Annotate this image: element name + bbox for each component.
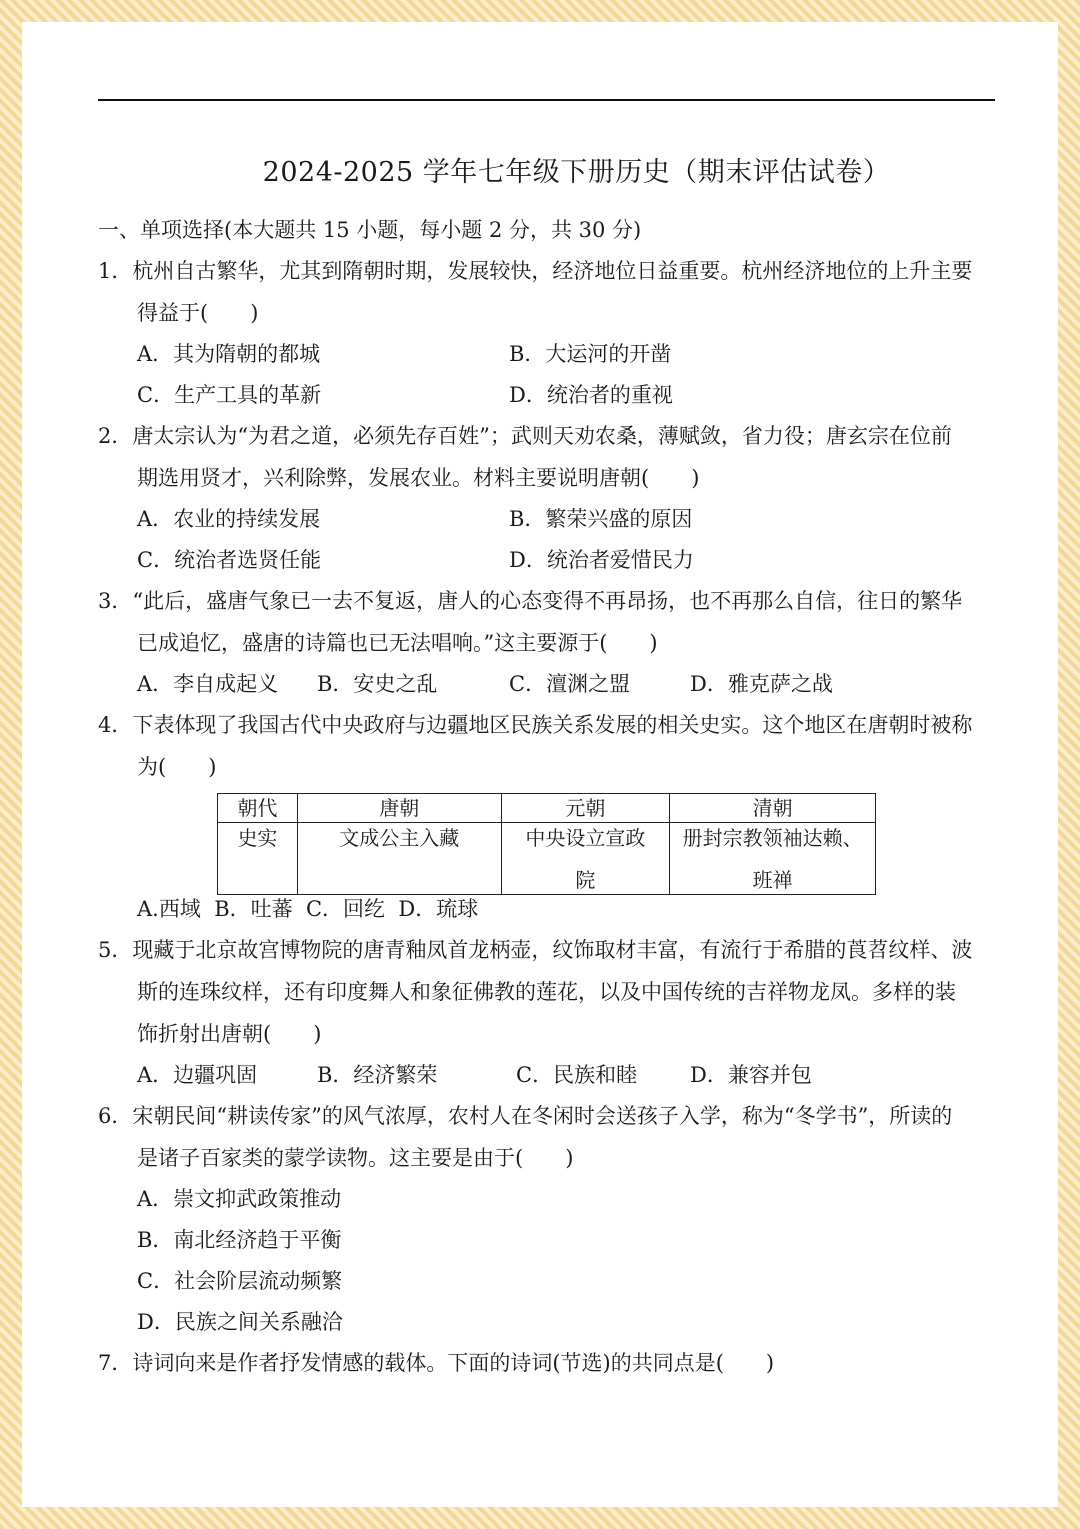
question-5-stem-cont: 饰折射出唐朝( ) xyxy=(137,1022,322,1046)
question-3-option-a: A．李自成起义 xyxy=(137,672,279,696)
question-3-option-d: D．雅克萨之战 xyxy=(690,672,833,696)
history-table xyxy=(217,793,876,895)
table-row-label: 史实 xyxy=(218,823,298,895)
exam-title: 2024-2025 学年七年级下册历史（期末评估试卷） xyxy=(262,157,891,188)
question-2-option-b: B．繁荣兴盛的原因 xyxy=(509,507,693,531)
question-2-option-d: D．统治者爱惜民力 xyxy=(509,548,694,572)
table-cell-text: 院 xyxy=(575,868,596,892)
question-6-option-b: B．南北经济趋于平衡 xyxy=(137,1228,342,1252)
question-5-option-b: B．经济繁荣 xyxy=(317,1063,438,1087)
question-4-stem: 4．下表体现了我国古代中央政府与边疆地区民族关系发展的相关史实。这个地区在唐朝时被称 xyxy=(98,713,973,737)
question-5-stem-cont: 斯的连珠纹样，还有印度舞人和象征佛教的莲花，以及中国传统的吉祥物龙凤。多样的装 xyxy=(137,980,956,1004)
table-cell-text: 册封宗教领袖达赖、 xyxy=(682,826,863,850)
table-header-cell: 唐朝 xyxy=(297,794,501,823)
question-1-stem: 1．杭州自古繁华，尤其到隋朝时期，发展较快，经济地位日益重要。杭州经济地位的上升主要 xyxy=(98,259,973,283)
question-6-option-d: D．民族之间关系融洽 xyxy=(137,1310,343,1334)
question-3-stem-cont: 已成追忆，盛唐的诗篇也已无法唱响。”这主要源于( ) xyxy=(137,631,658,655)
table-cell-tang: 文成公主入藏 xyxy=(297,823,501,895)
question-4-stem-cont: 为( ) xyxy=(137,755,217,779)
header-rule xyxy=(98,99,995,101)
question-5-option-c: C．民族和睦 xyxy=(516,1063,638,1087)
question-3-option-c: C．澶渊之盟 xyxy=(509,672,631,696)
question-6-stem-cont: 是诸子百家类的蒙学读物。这主要是由于( ) xyxy=(137,1146,574,1170)
question-2-option-c: C．统治者选贤任能 xyxy=(137,548,322,572)
question-3-stem: 3．“此后，盛唐气象已一去不复返，唐人的心态变得不再昂扬，也不再那么自信，往日的繁华 xyxy=(98,589,963,613)
question-3-option-b: B．安史之乱 xyxy=(317,672,438,696)
question-6-option-a: A．崇文抑武政策推动 xyxy=(137,1187,342,1211)
question-1-option-b: B．大运河的开凿 xyxy=(509,342,672,366)
table-cell-text: 班禅 xyxy=(752,868,793,892)
table-header-cell: 元朝 xyxy=(501,794,670,823)
question-1-option-c: C．生产工具的革新 xyxy=(137,383,322,407)
question-1-stem-cont: 得益于( ) xyxy=(137,301,259,325)
question-5-option-a: A．边疆巩固 xyxy=(137,1063,258,1087)
question-5-option-d: D．兼容并包 xyxy=(690,1063,812,1087)
question-2-option-a: A．农业的持续发展 xyxy=(137,507,321,531)
question-6-option-c: C．社会阶层流动频繁 xyxy=(137,1269,343,1293)
table-cell-text: 中央设立宣政 xyxy=(525,826,646,850)
question-1-option-d: D．统治者的重视 xyxy=(509,383,673,407)
question-7-stem: 7．诗词向来是作者抒发情感的载体。下面的诗词(节选)的共同点是( ) xyxy=(98,1351,775,1375)
question-2-stem-cont: 期选用贤才，兴利除弊，发展农业。材料主要说明唐朝( ) xyxy=(137,466,700,490)
question-1-option-a: A．其为隋朝的都城 xyxy=(137,342,321,366)
question-5-stem: 5．现藏于北京故宫博物院的唐青釉凤首龙柄壶，纹饰取材丰富，有流行于希腊的莨苕纹样、波 xyxy=(98,938,973,962)
table-cell-qing xyxy=(670,823,876,895)
question-2-stem: 2．唐太宗认为“为君之道，必须先存百姓”；武则天劝农桑，薄赋敛，省力役；唐玄宗在位前 xyxy=(98,424,952,448)
table-header-cell: 清朝 xyxy=(670,794,876,823)
table-header-cell: 朝代 xyxy=(218,794,298,823)
table-cell-yuan xyxy=(501,823,670,895)
question-4-options: A.西域 B．吐蕃 C．回纥 D．琉球 xyxy=(137,897,479,921)
section-heading: 一、单项选择(本大题共 15 小题，每小题 2 分，共 30 分) xyxy=(98,218,642,242)
table-row xyxy=(218,823,876,895)
table-header-row xyxy=(218,794,876,823)
question-6-stem: 6．宋朝民间“耕读传家”的风气浓厚，农村人在冬闲时会送孩子入学，称为“冬学书”，所读的 xyxy=(98,1104,953,1128)
